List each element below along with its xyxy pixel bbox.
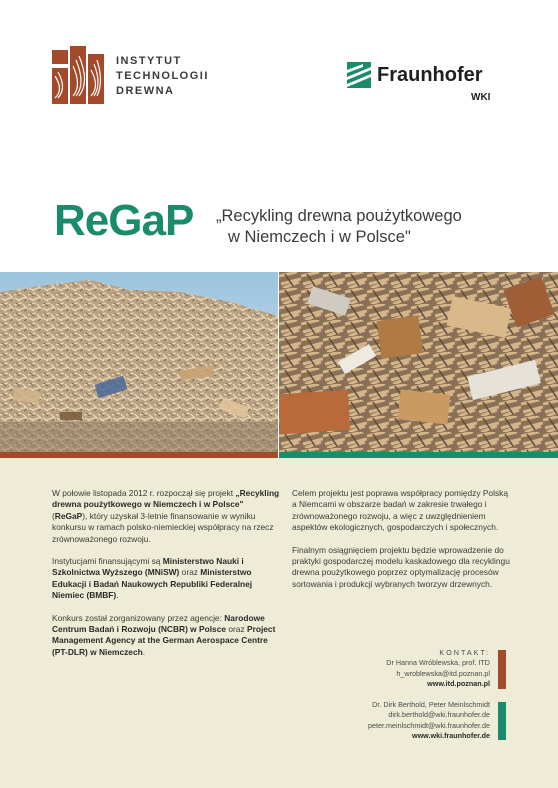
subtitle-line2: w Niemczech i w Polsce" (228, 228, 411, 246)
contact-itd-url[interactable]: www.itd.poznan.pl (427, 679, 490, 689)
agencies-paragraph: Konkurs został zorganizowany przez agencje: Narodowe Centrum Badań i Rozwoju (NCBR) w Polsce oraz Project Management Agency at the German Aerospace Centre (PT-DLR) w Niemczech. (52, 612, 276, 657)
wood-waste-pile-photo (0, 272, 278, 452)
outcome-paragraph: Finalnym osiągnięciem projektu będzie wprowadzenie do praktyki gospodarczej modelu kaskadowego dla recyklingu drewna poużytkowego poprzez optymalizację procesów sortowania i produkcji wybranych tworzyw drzewnych. (292, 544, 510, 589)
subtitle-line1: „Recykling drewna poużytkowego (216, 207, 462, 225)
contact-wki-names: Dr. Dirk Berthold, Peter Meinlschmidt (372, 700, 490, 709)
contact-itd-names: Dr Hanna Wróblewska, prof. ITD (386, 658, 490, 668)
funding-paragraph: Instytucjami finansującymi są Ministerstwo Nauki i Szkolnictwa Wyższego (MNiSW) oraz Ministerstwo Edukacji i Badań Naukowych Republiki Federalnej Niemiec (BMBF). (52, 556, 253, 601)
fraunhofer-name: Fraunhofer (377, 64, 483, 86)
itd-name (116, 54, 209, 99)
itd-line2: TECHNOLOGII (116, 70, 209, 82)
project-subtitle (216, 206, 462, 248)
contact-wki (270, 700, 490, 742)
contact-wki-email2[interactable]: peter.meinlschmidt@wki.fraunhofer.de (368, 720, 490, 730)
contact-itd (270, 648, 490, 690)
fraunhofer-logo (347, 62, 371, 88)
intro-paragraph: W połowie listopada 2012 r. rozpoczął się projekt „Recykling drewna poużytkowego w Niemczech i w Polsce" (ReGaP), który uzyskał 3-letnie finansowanie w wyniku konkursu w ramach polsko-niemieckiej współpracy na rzecz zrównoważonego rozwoju. (52, 488, 280, 544)
furniture-waste-photo (279, 272, 558, 452)
contact-label: KONTAKT: (439, 648, 490, 657)
left-column (52, 488, 280, 669)
contact-wki-bar (498, 702, 506, 740)
contact-wki-url[interactable]: www.wki.fraunhofer.de (411, 731, 490, 741)
contact-itd-bar (498, 650, 506, 689)
project-acronym: ReGaP (54, 196, 194, 245)
itd-logo (52, 46, 104, 104)
goal-paragraph: Celem projektu jest poprawa współpracy pomiędzy Polską a Niemcami w obszarze badań w zakresie trwałego i zrównoważonego rozwoju, a więc z uwzględnieniem aspektów ekologicznych, gospodarczych i społecznych. (292, 488, 508, 533)
itd-line1: INSTYTUT (116, 55, 182, 67)
fraunhofer-wki: WKI (471, 92, 491, 103)
contact-itd-email[interactable]: h_wroblewska@itd.poznan.pl (396, 668, 490, 678)
contact-wki-email1[interactable]: dirk.berthold@wki.fraunhofer.de (388, 710, 490, 720)
itd-line3: DREWNA (116, 85, 175, 97)
right-column (292, 488, 512, 601)
